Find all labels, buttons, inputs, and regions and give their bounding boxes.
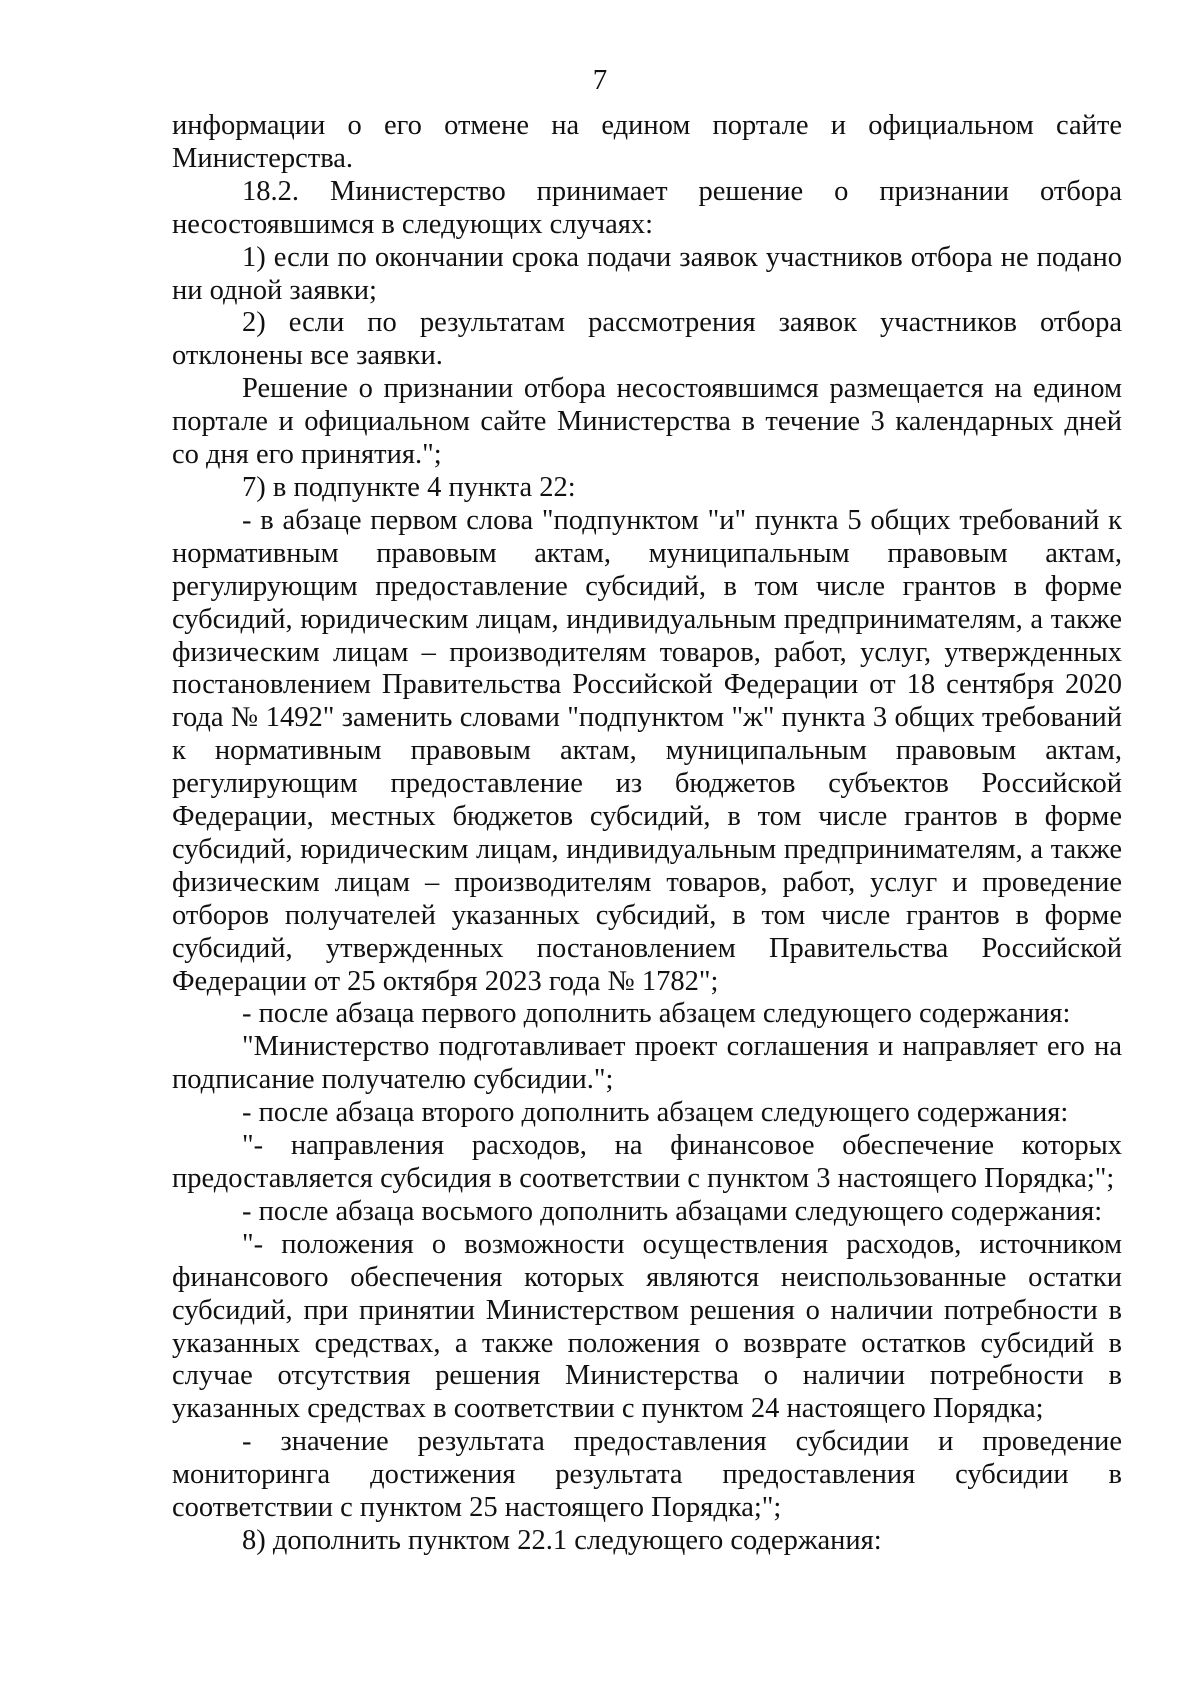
page-number: 7: [592, 64, 608, 96]
paragraph-after-second: - после абзаца второго дополнить абзацем следующего содержания:: [242, 1097, 1069, 1129]
paragraph-continuation: информации о его отмене на едином портале и официальном сайте Министерства.: [172, 110, 1122, 174]
paragraph-quote-agreement: "Министерство подготавливает проект соглашения и направляет его на подписание получателю субсидии.";: [172, 1031, 1122, 1096]
paragraph-quote-directions: "- направления расходов, на финансовое обеспечение которых предоставляется субсидия в соответствии с пунктом 3 настоящего Порядка;";: [172, 1130, 1122, 1194]
paragraph-quote-provisions: "- положения о возможности осуществления расходов, источником финансового обеспечения которых являются неиспользованные остатки субсидий, при принятии Министерством решения о наличии потребности в указанных средствах, а также положения о возврате остатков субсидий в случае отсутствия решения Министерства о наличии потребности в указанных средствах в соответствии с пунктом 24 настоящего Порядка;: [172, 1228, 1122, 1425]
paragraph-18-2: 18.2. Министерство принимает решение о признании отбора несостоявшимся в следующих случаях:: [172, 175, 1122, 240]
paragraph-item-7: 7) в подпункте 4 пункта 22:: [242, 471, 576, 503]
paragraph-after-eighth: - после абзаца восьмого дополнить абзацами следующего содержания:: [242, 1195, 1103, 1227]
paragraph-item-8: 8) дополнить пунктом 22.1 следующего содержания:: [242, 1524, 882, 1556]
paragraph-decision: Решение о признании отбора несостоявшимся размещается на едином портале и официальном сайте Министерства в течение 3 календарных дней со дня его принятия.";: [172, 373, 1122, 471]
paragraph-after-first: - после абзаца первого дополнить абзацем следующего содержания:: [242, 998, 1071, 1030]
paragraph-case-1: 1) если по окончании срока подачи заявок участников отбора не подано ни одной заявки;: [172, 241, 1122, 306]
paragraph-quote-result: - значение результата предоставления субсидии и проведение мониторинга достижения результата предоставления субсидии в соответствии с пунктом 25 настоящего Порядка;";: [172, 1426, 1122, 1524]
paragraph-replace-words: - в абзаце первом слова "подпунктом "и" пункта 5 общих требований к нормативным правовым актам, муниципальным правовым актам, регулирующим предоставление субсидий, в том числе грантов в форме субсидий, юридическим лицам, индивидуальным предпринимателям, а также физическим лицам – производителям товаров, работ, услуг, утвержденных постановлением Правительства Российской Федерации от 18 сентября 2020 года № 1492" заменить словами "подпунктом "ж" пункта 3 общих требований к нормативным правовым актам, муниципальным правовым актам, регулирующим предоставление из бюджетов субъектов Российской Федерации, местных бюджетов субсидий, в том числе грантов в форме субсидий, юридическим лицам, индивидуальным предпринимателям, а также физическим лицам – производителям товаров, работ, услуг и проведение отборов получателей указанных субсидий, в том числе грантов в форме субсидий, утвержденных постановлением Правительства Российской Федерации от 25 октября 2023 года № 1782";: [172, 504, 1122, 997]
document-body: [172, 110, 1122, 1558]
paragraph-case-2: 2) если по результатам рассмотрения заявок участников отбора отклонены все заявки.: [172, 307, 1122, 372]
